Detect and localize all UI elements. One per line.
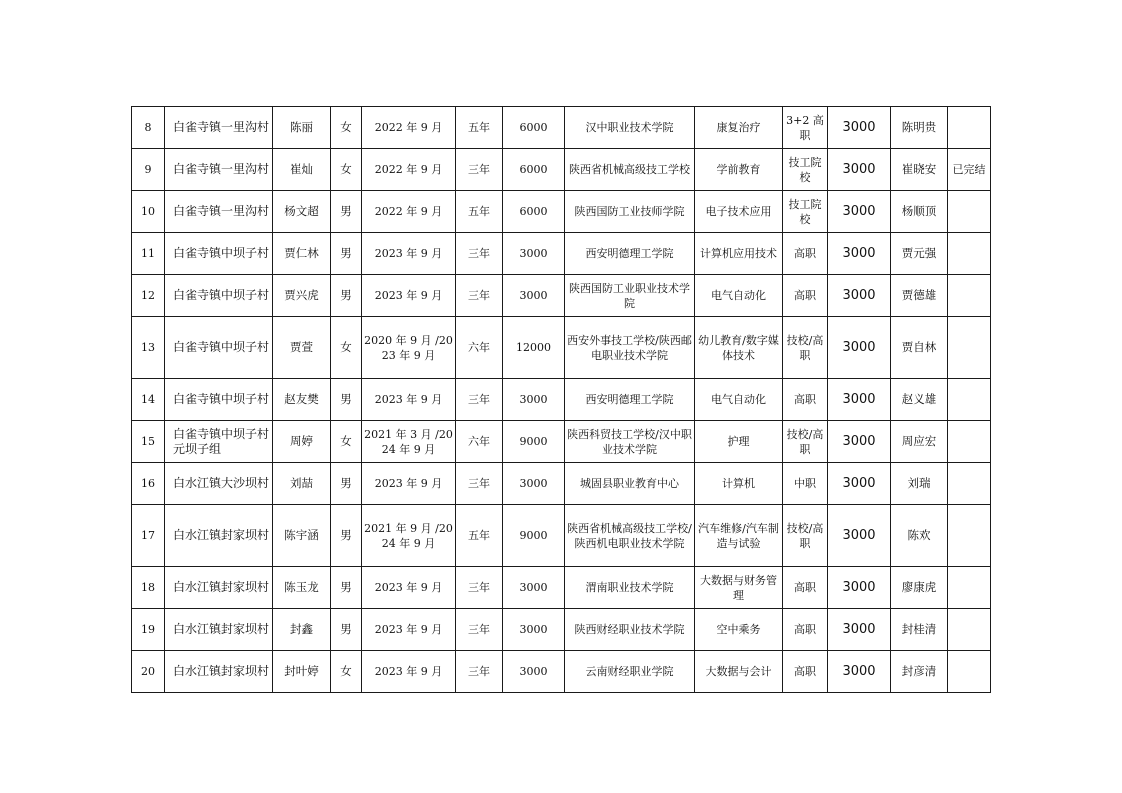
village-cell: 白水江镇封家坝村 <box>165 609 273 651</box>
study-years-cell: 三年 <box>456 275 503 317</box>
subsidy-amount-cell: 3000 <box>828 379 891 421</box>
study-years-cell: 三年 <box>456 233 503 275</box>
major-cell: 大数据与财务管理 <box>695 567 783 609</box>
guardian-cell: 崔晓安 <box>891 149 948 191</box>
school-cell: 西安外事技工学校/陕西邮电职业技术学院 <box>565 317 695 379</box>
tuition-cell: 3000 <box>503 379 565 421</box>
enrollment-date-cell: 2021 年 3 月 /2024 年 9 月 <box>362 421 456 463</box>
table-row <box>132 567 991 609</box>
major-cell: 幼儿教育/数字媒体技术 <box>695 317 783 379</box>
row-number-cell: 16 <box>132 463 165 505</box>
tuition-cell: 6000 <box>503 149 565 191</box>
student-name-cell: 杨文超 <box>273 191 331 233</box>
gender-cell: 女 <box>331 317 362 379</box>
student-name-cell: 陈玉龙 <box>273 567 331 609</box>
school-level-cell: 高职 <box>783 651 828 693</box>
enrollment-date-cell: 2022 年 9 月 <box>362 149 456 191</box>
guardian-cell: 封桂清 <box>891 609 948 651</box>
village-cell: 白水江镇大沙坝村 <box>165 463 273 505</box>
village-cell: 白雀寺镇一里沟村 <box>165 191 273 233</box>
row-number-cell: 19 <box>132 609 165 651</box>
row-number-cell: 10 <box>132 191 165 233</box>
row-number-cell: 11 <box>132 233 165 275</box>
subsidy-amount-cell: 3000 <box>828 567 891 609</box>
gender-cell: 男 <box>331 191 362 233</box>
enrollment-date-cell: 2023 年 9 月 <box>362 651 456 693</box>
school-level-cell: 3+2 高职 <box>783 107 828 149</box>
guardian-cell: 陈欢 <box>891 505 948 567</box>
school-level-cell: 技校/高职 <box>783 421 828 463</box>
school-level-cell: 高职 <box>783 567 828 609</box>
subsidy-amount-cell: 3000 <box>828 651 891 693</box>
enrollment-date-cell: 2023 年 9 月 <box>362 233 456 275</box>
major-cell: 电气自动化 <box>695 275 783 317</box>
student-name-cell: 赵友樊 <box>273 379 331 421</box>
study-years-cell: 六年 <box>456 317 503 379</box>
row-number-cell: 20 <box>132 651 165 693</box>
subsidy-amount-cell: 3000 <box>828 107 891 149</box>
gender-cell: 女 <box>331 149 362 191</box>
school-cell: 城固县职业教育中心 <box>565 463 695 505</box>
row-number-cell: 14 <box>132 379 165 421</box>
school-level-cell: 高职 <box>783 379 828 421</box>
guardian-cell: 廖康虎 <box>891 567 948 609</box>
subsidy-amount-cell: 3000 <box>828 421 891 463</box>
school-cell: 陕西财经职业技术学院 <box>565 609 695 651</box>
subsidy-amount-cell: 3000 <box>828 463 891 505</box>
tuition-cell: 6000 <box>503 107 565 149</box>
school-level-cell: 高职 <box>783 609 828 651</box>
enrollment-date-cell: 2020 年 9 月 /2023 年 9 月 <box>362 317 456 379</box>
student-name-cell: 陈丽 <box>273 107 331 149</box>
gender-cell: 女 <box>331 651 362 693</box>
tuition-cell: 6000 <box>503 191 565 233</box>
village-cell: 白水江镇封家坝村 <box>165 651 273 693</box>
study-years-cell: 三年 <box>456 149 503 191</box>
tuition-cell: 3000 <box>503 651 565 693</box>
table-row <box>132 191 991 233</box>
remark-cell <box>948 107 991 149</box>
student-name-cell: 贾仁林 <box>273 233 331 275</box>
subsidy-amount-cell: 3000 <box>828 233 891 275</box>
gender-cell: 男 <box>331 609 362 651</box>
guardian-cell: 贾自林 <box>891 317 948 379</box>
table-row <box>132 275 991 317</box>
remark-cell <box>948 421 991 463</box>
table-row <box>132 651 991 693</box>
major-cell: 护理 <box>695 421 783 463</box>
study-years-cell: 六年 <box>456 421 503 463</box>
guardian-cell: 封彦清 <box>891 651 948 693</box>
enrollment-date-cell: 2023 年 9 月 <box>362 567 456 609</box>
row-number-cell: 9 <box>132 149 165 191</box>
school-level-cell: 技校/高职 <box>783 505 828 567</box>
table-row <box>132 149 991 191</box>
tuition-cell: 3000 <box>503 567 565 609</box>
table-row <box>132 107 991 149</box>
enrollment-date-cell: 2021 年 9 月 /2024 年 9 月 <box>362 505 456 567</box>
remark-cell <box>948 609 991 651</box>
subsidy-amount-cell: 3000 <box>828 191 891 233</box>
row-number-cell: 13 <box>132 317 165 379</box>
school-cell: 西安明德理工学院 <box>565 233 695 275</box>
row-number-cell: 18 <box>132 567 165 609</box>
remark-cell <box>948 275 991 317</box>
enrollment-date-cell: 2022 年 9 月 <box>362 191 456 233</box>
major-cell: 康复治疗 <box>695 107 783 149</box>
row-number-cell: 12 <box>132 275 165 317</box>
table-row <box>132 505 991 567</box>
guardian-cell: 周应宏 <box>891 421 948 463</box>
school-level-cell: 技校/高职 <box>783 317 828 379</box>
study-years-cell: 三年 <box>456 567 503 609</box>
school-level-cell: 技工院校 <box>783 191 828 233</box>
major-cell: 计算机 <box>695 463 783 505</box>
school-cell: 西安明德理工学院 <box>565 379 695 421</box>
subsidy-amount-cell: 3000 <box>828 609 891 651</box>
village-cell: 白雀寺镇中坝子村 <box>165 275 273 317</box>
major-cell: 汽车维修/汽车制造与试验 <box>695 505 783 567</box>
student-name-cell: 贾萱 <box>273 317 331 379</box>
gender-cell: 男 <box>331 379 362 421</box>
school-cell: 汉中职业技术学院 <box>565 107 695 149</box>
school-cell: 云南财经职业学院 <box>565 651 695 693</box>
table-row <box>132 463 991 505</box>
enrollment-date-cell: 2023 年 9 月 <box>362 609 456 651</box>
major-cell: 电气自动化 <box>695 379 783 421</box>
remark-cell <box>948 567 991 609</box>
enrollment-date-cell: 2023 年 9 月 <box>362 379 456 421</box>
table-row <box>132 317 991 379</box>
study-years-cell: 五年 <box>456 191 503 233</box>
student-name-cell: 封叶婷 <box>273 651 331 693</box>
school-level-cell: 高职 <box>783 275 828 317</box>
guardian-cell: 贾元强 <box>891 233 948 275</box>
school-cell: 陕西省机械高级技工学校/陕西机电职业技术学院 <box>565 505 695 567</box>
gender-cell: 男 <box>331 463 362 505</box>
village-cell: 白雀寺镇一里沟村 <box>165 107 273 149</box>
study-years-cell: 三年 <box>456 609 503 651</box>
subsidy-amount-cell: 3000 <box>828 317 891 379</box>
major-cell: 计算机应用技术 <box>695 233 783 275</box>
school-level-cell: 技工院校 <box>783 149 828 191</box>
enrollment-date-cell: 2022 年 9 月 <box>362 107 456 149</box>
major-cell: 空中乘务 <box>695 609 783 651</box>
major-cell: 电子技术应用 <box>695 191 783 233</box>
gender-cell: 男 <box>331 275 362 317</box>
table-row <box>132 421 991 463</box>
school-cell: 陕西国防工业技师学院 <box>565 191 695 233</box>
study-years-cell: 三年 <box>456 463 503 505</box>
remark-cell <box>948 317 991 379</box>
gender-cell: 女 <box>331 107 362 149</box>
tuition-cell: 12000 <box>503 317 565 379</box>
school-cell: 陕西省机械高级技工学校 <box>565 149 695 191</box>
guardian-cell: 陈明贵 <box>891 107 948 149</box>
gender-cell: 男 <box>331 233 362 275</box>
village-cell: 白水江镇封家坝村 <box>165 567 273 609</box>
subsidy-amount-cell: 3000 <box>828 275 891 317</box>
row-number-cell: 8 <box>132 107 165 149</box>
guardian-cell: 贾德雄 <box>891 275 948 317</box>
table-row <box>132 609 991 651</box>
study-years-cell: 五年 <box>456 505 503 567</box>
remark-cell <box>948 379 991 421</box>
gender-cell: 男 <box>331 505 362 567</box>
tuition-cell: 3000 <box>503 463 565 505</box>
student-subsidy-table <box>131 106 991 693</box>
school-level-cell: 中职 <box>783 463 828 505</box>
subsidy-amount-cell: 3000 <box>828 505 891 567</box>
school-cell: 陕西国防工业职业技术学院 <box>565 275 695 317</box>
student-name-cell: 陈宇涵 <box>273 505 331 567</box>
student-name-cell: 封鑫 <box>273 609 331 651</box>
guardian-cell: 刘瑞 <box>891 463 948 505</box>
student-name-cell: 周婷 <box>273 421 331 463</box>
village-cell: 白雀寺镇中坝子村 <box>165 317 273 379</box>
tuition-cell: 9000 <box>503 421 565 463</box>
tuition-cell: 9000 <box>503 505 565 567</box>
gender-cell: 女 <box>331 421 362 463</box>
village-cell: 白雀寺镇中坝子村 <box>165 379 273 421</box>
student-name-cell: 贾兴虎 <box>273 275 331 317</box>
gender-cell: 男 <box>331 567 362 609</box>
student-name-cell: 崔灿 <box>273 149 331 191</box>
remark-cell <box>948 191 991 233</box>
major-cell: 大数据与会计 <box>695 651 783 693</box>
study-years-cell: 五年 <box>456 107 503 149</box>
village-cell: 白雀寺镇中坝子村元坝子组 <box>165 421 273 463</box>
student-name-cell: 刘喆 <box>273 463 331 505</box>
subsidy-amount-cell: 3000 <box>828 149 891 191</box>
remark-cell <box>948 463 991 505</box>
school-level-cell: 高职 <box>783 233 828 275</box>
row-number-cell: 17 <box>132 505 165 567</box>
row-number-cell: 15 <box>132 421 165 463</box>
remark-cell: 已完结 <box>948 149 991 191</box>
study-years-cell: 三年 <box>456 651 503 693</box>
remark-cell <box>948 233 991 275</box>
school-cell: 陕西科贸技工学校/汉中职业技术学院 <box>565 421 695 463</box>
village-cell: 白雀寺镇中坝子村 <box>165 233 273 275</box>
guardian-cell: 杨顺顶 <box>891 191 948 233</box>
school-cell: 渭南职业技术学院 <box>565 567 695 609</box>
tuition-cell: 3000 <box>503 275 565 317</box>
study-years-cell: 三年 <box>456 379 503 421</box>
tuition-cell: 3000 <box>503 609 565 651</box>
remark-cell <box>948 651 991 693</box>
guardian-cell: 赵义雄 <box>891 379 948 421</box>
table-row <box>132 379 991 421</box>
table-body <box>132 107 991 693</box>
enrollment-date-cell: 2023 年 9 月 <box>362 275 456 317</box>
enrollment-date-cell: 2023 年 9 月 <box>362 463 456 505</box>
village-cell: 白雀寺镇一里沟村 <box>165 149 273 191</box>
table-row <box>132 233 991 275</box>
major-cell: 学前教育 <box>695 149 783 191</box>
remark-cell <box>948 505 991 567</box>
village-cell: 白水江镇封家坝村 <box>165 505 273 567</box>
tuition-cell: 3000 <box>503 233 565 275</box>
